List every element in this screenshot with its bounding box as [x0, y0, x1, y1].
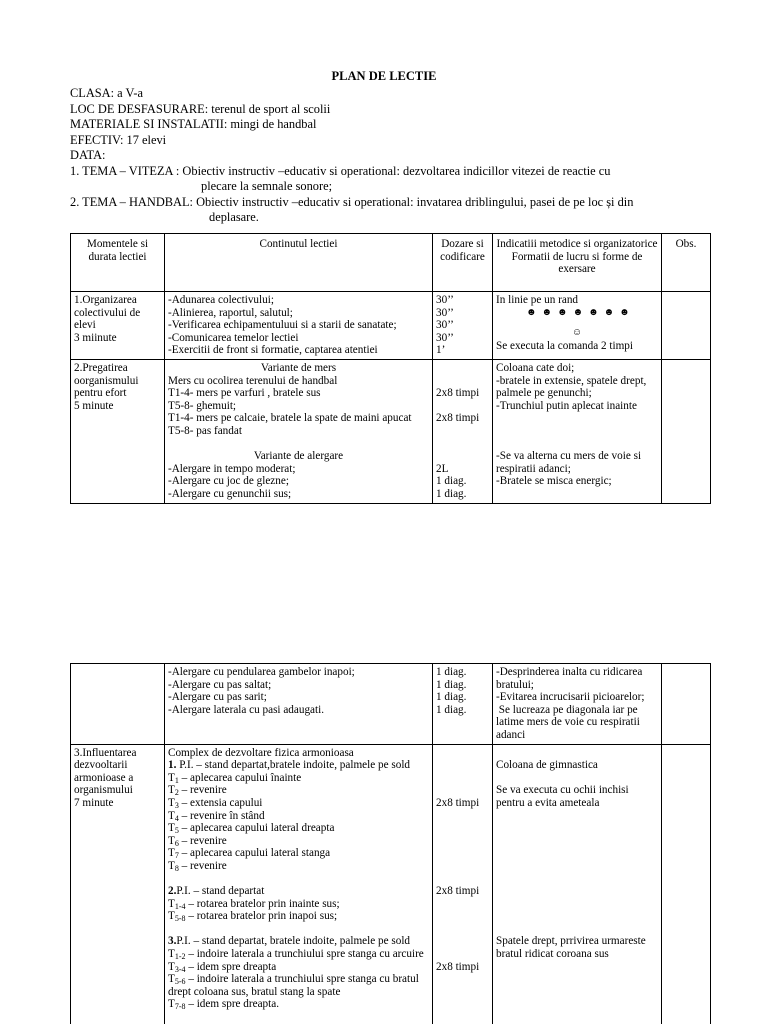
dosage-cell [433, 359, 493, 503]
exercise-step [168, 784, 429, 797]
method-line: palmele pe genunchi; [496, 387, 592, 400]
content-line: -Verificarea echipamentuluui si a starii de sanatate; [168, 319, 397, 332]
col-header-moments: Momentele si durata lectiei [71, 234, 165, 292]
step-time-letter: T [168, 973, 175, 986]
step-text: – indoire laterala a trunchiului spre stanga cu bratul [185, 973, 419, 986]
exercise-step [168, 860, 429, 873]
content-line: T1-4- mers pe varfuri , bratele sus [168, 387, 321, 400]
exercise-2-steps [168, 898, 429, 923]
content-cell [165, 292, 433, 360]
moment-line: armonioase a [74, 771, 134, 784]
moment-line: colectivului de [74, 306, 141, 319]
col-header-content: Continutul lectiei [165, 234, 433, 292]
step-time-index: 2 [174, 788, 179, 798]
moment-cell [71, 744, 165, 1024]
content-line: -Alergare in tempo moderat; [168, 462, 296, 475]
table-header-row [71, 234, 711, 292]
table-row [71, 664, 711, 745]
step-text: drept coloana sus, bratul stang la spate [168, 985, 341, 998]
dosage-line: 30’’ [436, 331, 454, 344]
step-text: – idem spre dreapta. [185, 998, 280, 1011]
content-line: T5-8- ghemuit; [168, 399, 237, 412]
moment-line: oorganismului [74, 374, 139, 387]
moment-line: dezvooltarii [74, 759, 128, 772]
theme-1-continuation: plecare la semnale sonore; [201, 179, 333, 193]
obs-cell [662, 664, 711, 745]
exercise-step [168, 948, 429, 961]
step-text: – revenire [178, 834, 227, 847]
content-line: -Alergare cu joc de glezne; [168, 475, 289, 488]
exercise-step [168, 835, 429, 848]
location-line: LOC DE DESFASURARE: terenul de sport al scolii [70, 101, 331, 116]
run-variants-title: Variante de alergare [253, 450, 344, 463]
exercise-3-heading: 3.P.I. – stand departat, bratele indoite, palmele pe sold [168, 935, 411, 948]
step-text: – revenire [178, 784, 227, 797]
step-time-index: 1-2 [174, 952, 186, 962]
dosage-line: 2x8 timpi [436, 412, 480, 425]
exercise-step [168, 998, 429, 1011]
method-line: Spatele drept, prrivirea urmareste [496, 935, 646, 948]
moment-line: 1.Organizarea [74, 294, 137, 306]
exercise-2-heading: 2.P.I. – stand departat [168, 885, 265, 898]
step-text: – aplecarea capului lateral dreapta [178, 822, 335, 835]
step-time-index: 5-8 [174, 914, 186, 924]
step-text: – aplecarea capului înainte [178, 771, 302, 784]
step-text: – rotarea bratelor prin inainte sus; [185, 897, 340, 910]
step-time-index: 3 [174, 800, 179, 810]
moment-line: 5 minute [74, 399, 114, 412]
method-line: bratului; [496, 678, 534, 691]
moment-cell [71, 359, 165, 503]
step-time-letter: T [168, 859, 175, 872]
moment-line: 2.Pregatirea [74, 361, 128, 374]
content-line: -Comunicarea temelor lectiei [168, 331, 299, 344]
methods-cell [493, 744, 662, 1024]
method-line: Se executa la comanda 2 timpi [496, 339, 633, 352]
table-row [71, 359, 711, 503]
method-line: -Se va alterna cu mers de voie si [496, 450, 642, 463]
method-line: Coloana de gimnastica [496, 759, 598, 772]
step-text: – indoire laterala a trunchiului spre stanga cu arcuire [185, 948, 424, 961]
content-line: -Adunarea colectivului; [168, 294, 274, 306]
dosage-cell [433, 664, 493, 745]
step-time-index: 6 [174, 838, 179, 848]
step-text: – revenire în stând [178, 809, 265, 822]
moment-line: 3.Influentarea [74, 746, 137, 759]
content-line: T5-8- pas fandat [168, 424, 242, 437]
exercise-step [168, 797, 429, 810]
dosage-line: 2x8 timpi [436, 796, 480, 809]
step-time-letter: T [168, 834, 175, 847]
obs-cell [662, 359, 711, 503]
complex-title: Complex de dezvoltare fizica armonioasa [168, 746, 354, 759]
method-line: -bratele in extensie, spatele drept, [496, 374, 647, 387]
date-line: DATA: [70, 148, 106, 162]
content-line: -Exercitii de front si formatie, captarea atentiei [168, 344, 378, 357]
methods-cell [493, 292, 662, 360]
step-time-letter: T [168, 847, 175, 860]
obs-cell [662, 292, 711, 360]
step-time-index: 4 [174, 813, 179, 823]
dosage-line: 1 diag. [436, 487, 467, 500]
col-header-methods-title: Indicatiii metodice si organizatorice [496, 238, 658, 250]
walk-variants-title: Variante de mers [260, 361, 337, 374]
moment-line: 7 minute [74, 796, 114, 809]
step-time-letter: T [168, 771, 175, 784]
content-line: T1-4- mers pe calcaie, bratele la spate de maini apucat [168, 412, 412, 425]
step-text: – extensia capului [178, 796, 263, 809]
dosage-line: 2x8 timpi [436, 885, 480, 898]
moment-line: organismului [74, 784, 133, 797]
step-time-index: 8 [174, 863, 179, 873]
dosage-line: 2L [436, 462, 449, 475]
dosage-cell [433, 292, 493, 360]
dosage-cell [433, 744, 493, 1024]
methods-cell [493, 359, 662, 503]
theme-2-line: 2. TEMA – HANDBAL: Obiectiv instructiv –educativ si operational: invatarea driblingului, pasei de pe loc și din [70, 194, 634, 209]
step-time-index: 7 [174, 851, 179, 861]
step-text: – rotarea bratelor prin inapoi sus; [185, 910, 338, 923]
content-cell [165, 664, 433, 745]
exercise-step [168, 961, 429, 974]
step-time-letter: T [168, 998, 175, 1011]
exercise-step [168, 810, 429, 823]
content-cell [165, 744, 433, 1024]
method-line: adanci [496, 728, 526, 741]
step-time-letter: T [168, 948, 175, 961]
content-line: -Alinierea, raportul, salutul; [168, 306, 293, 319]
moment-line: 3 miinute [74, 331, 117, 344]
moment-cell [71, 292, 165, 360]
content-line: -Alergare laterala cu pasi adaugati. [168, 703, 325, 716]
methods-cell [493, 664, 662, 745]
class-line: CLASA: a V-a [70, 86, 143, 100]
step-time-index: 5 [174, 826, 179, 836]
content-line: Mers cu ocolirea terenului de handbal [168, 374, 338, 387]
content-line: -Alergare cu pendularea gambelor inapoi; [168, 666, 355, 678]
moment-cell [71, 664, 165, 745]
content-line: -Alergare cu pas sarit; [168, 691, 267, 704]
content-line: -Alergare cu pas saltat; [168, 678, 272, 691]
step-time-letter: T [168, 822, 175, 835]
step-text: – idem spre dreapta [185, 960, 277, 973]
dosage-line: 1 diag. [436, 691, 467, 704]
table-row [71, 292, 711, 360]
method-line: -Bratele se misca energic; [496, 475, 612, 488]
dosage-line: 2x8 timpi [436, 960, 480, 973]
col-header-methods [493, 234, 662, 292]
exercise-step [168, 973, 429, 986]
step-time-index: 1 [174, 775, 179, 785]
step-time-letter: T [168, 784, 175, 797]
step-time-letter: T [168, 809, 175, 822]
method-line: latime mers de voie cu respiratii [496, 716, 640, 729]
content-line: -Alergare cu genunchii sus; [168, 487, 292, 500]
method-line: -Desprinderea inalta cu ridicarea [496, 666, 643, 678]
step-time-index: 7-8 [174, 1002, 186, 1012]
col-header-methods-subtitle: Formatii de lucru si forme de exersare [511, 250, 643, 276]
dosage-line: 1 diag. [436, 666, 467, 678]
table-row [71, 744, 711, 1024]
theme-2-continuation: deplasare. [209, 210, 259, 224]
formation-label: In linie pe un rand [496, 294, 579, 306]
exercise-step [168, 910, 429, 923]
dosage-line: 1’ [436, 344, 446, 357]
method-line: Se va executa cu ochii inchisi [496, 784, 629, 797]
obs-cell [662, 744, 711, 1024]
dosage-line: 30’’ [436, 306, 454, 319]
exercise-1-steps [168, 772, 429, 873]
exercise-step [168, 822, 429, 835]
dosage-line: 30’’ [436, 319, 454, 332]
teacher-icon: ☺ [571, 327, 583, 339]
exercise-3-steps [168, 948, 429, 1011]
lesson-table-page-1 [70, 233, 711, 504]
dosage-line: 2x8 timpi [436, 387, 480, 400]
step-time-letter: T [168, 910, 175, 923]
step-time-index: 1-4 [174, 901, 186, 911]
exercise-step [168, 772, 429, 785]
step-time-index: 5-6 [174, 977, 186, 987]
exercise-step [168, 986, 429, 999]
method-line: respiratii adanci; [496, 462, 571, 475]
exercise-1-heading: 1. P.I. – stand departat,bratele indoite, palmele pe sold [168, 759, 411, 772]
step-text: – aplecarea capului lateral stanga [178, 847, 331, 860]
moment-line: elevi [74, 319, 96, 332]
headcount-line: EFECTIV: 17 elevi [70, 132, 167, 147]
exercise-step [168, 847, 429, 860]
method-line: -Evitarea incrucisarii picioarelor; [496, 691, 645, 704]
method-line: Coloana cate doi; [496, 361, 575, 374]
exercise-step [168, 898, 429, 911]
step-time-letter: T [168, 960, 175, 973]
dosage-line: 1 diag. [436, 475, 467, 488]
moment-line: pentru efort [74, 387, 127, 400]
method-line: bratul ridicat coroana sus [496, 948, 609, 961]
materials-line: MATERIALE SI INSTALATII: mingi de handbal [70, 117, 317, 131]
step-text: – revenire [178, 859, 227, 872]
method-line: -Trunchiul putin aplecat inainte [496, 399, 637, 412]
step-time-letter: T [168, 897, 175, 910]
method-line: Se lucreaza pe diagonala iar pe [496, 703, 638, 716]
dosage-line: 1 diag. [436, 678, 467, 691]
step-time-index: 3-4 [174, 964, 186, 974]
lesson-header [70, 86, 710, 226]
student-formation-icons: ☻☻☻☻☻☻☻ [526, 306, 635, 318]
method-line: pentru a evita ameteala [496, 796, 600, 809]
step-time-letter: T [168, 796, 175, 809]
col-header-dosage: Dozare si codificare [433, 234, 493, 292]
dosage-line: 1 diag. [436, 703, 467, 716]
content-cell [165, 359, 433, 503]
document-title: PLAN DE LECTIE [331, 69, 437, 83]
theme-1-line: 1. TEMA – VITEZA : Obiectiv instructiv –educativ si operational: dezvoltarea indicillor vitezei de reactie cu [70, 163, 611, 178]
lesson-table-page-2 [70, 663, 711, 1024]
col-header-obs: Obs. [662, 234, 711, 292]
dosage-line: 30’’ [436, 294, 454, 306]
